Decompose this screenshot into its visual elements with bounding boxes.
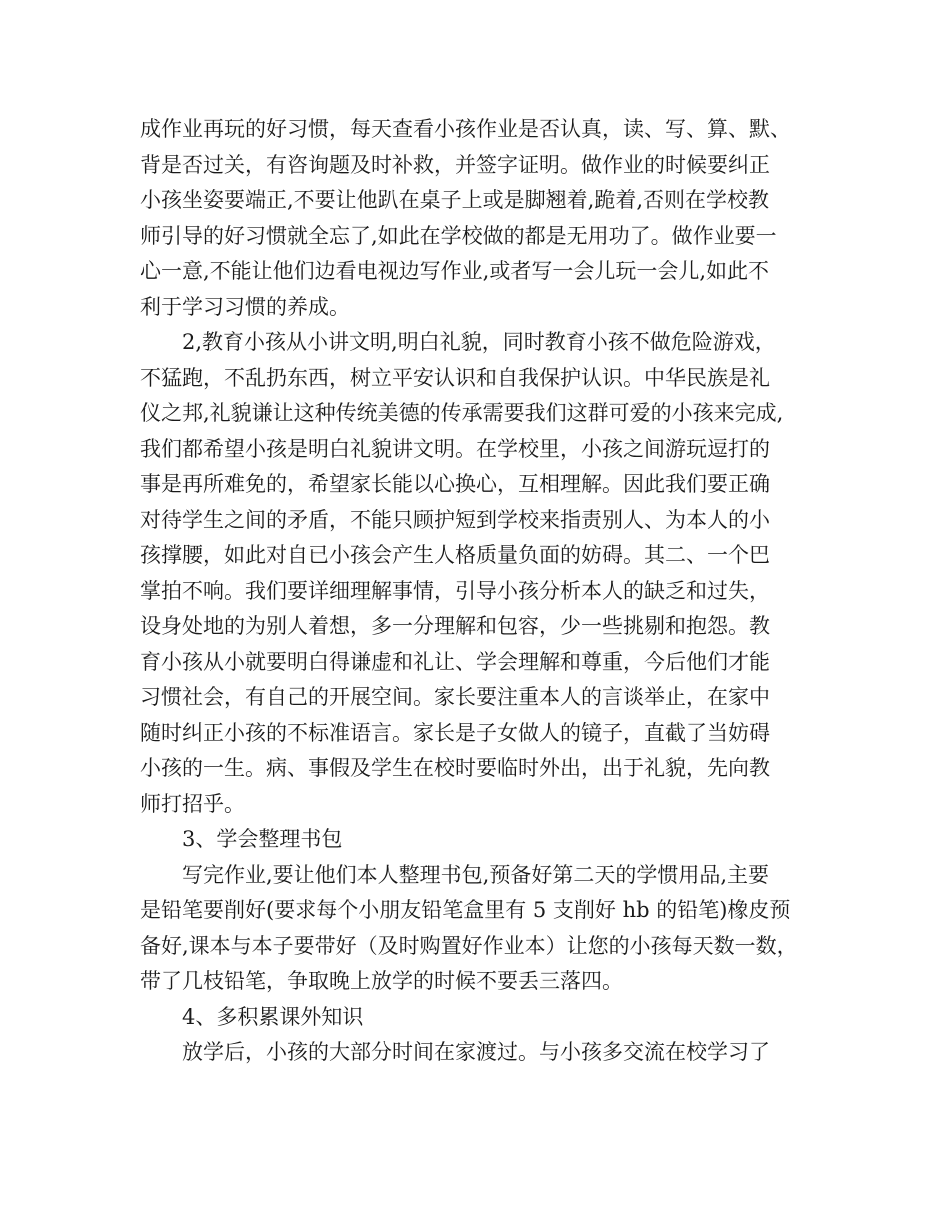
text-line: 3、学会整理书包 <box>182 827 343 851</box>
text-line: 育小孩从小就要明白得谦虚和礼让、学会理解和尊重，今后他们才能 <box>140 649 770 674</box>
text-line: 成作业再玩的好习惯，每天查看小孩作业是否认真，读、写、算、默、 <box>140 117 791 141</box>
text-line: 师打招乎。 <box>140 791 245 816</box>
text-line: 利于学习习惯的养成。 <box>140 294 350 319</box>
text-line: 掌拍不响。我们要详细理解事情，引导小孩分析本人的缺乏和过失， <box>140 578 770 603</box>
text-line: 放学后，小孩的大部分时间在家渡过。与小孩多交流在校学习了 <box>182 1040 770 1064</box>
text-line: 心一意,不能让他们边看电视边写作业,或者写一会儿玩一会儿,如此不 <box>140 259 770 283</box>
text-line: 小孩坐姿要端正,不要让他趴在桌子上或是脚翘着,跪着,否则在学校教 <box>140 188 770 212</box>
text-line: 事是再所难免的，希望家长能以心换心，互相理解。因此我们要正确 <box>140 472 770 496</box>
text-line: 对待学生之间的矛盾，不能只顾护短到学校来指责别人、为本人的小 <box>140 507 770 532</box>
text-line: 我们都希望小孩是明白礼貌讲文明。在学校里，小孩之间游玩逗打的 <box>140 436 770 461</box>
text-line: 孩撑腰，如此对自已小孩会产生人格质量负面的妨碍。其二、一个巴 <box>140 543 770 567</box>
text-line: 背是否过关，有咨询题及时补救，并签字证明。做作业的时候要纠正 <box>140 152 770 177</box>
text-line: 4、多积累课外知识 <box>182 1004 364 1029</box>
text-line: 习惯社会，有自己的开展空间。家长要注重本人的言谈举止，在家中 <box>140 685 770 709</box>
text-line: 备好,课本与本子要带好（及时购置好作业本）让您的小孩每天数一数， <box>140 933 798 958</box>
document-body <box>140 112 830 1071</box>
text-line: 是铅笔要削好(要求每个小朋友铅笔盒里有 5 支削好 hb 的铅笔)橡皮预 <box>140 898 791 922</box>
text-line: 设身处地的为别人着想，多一分理解和包容，少一些挑剔和抱怨。教 <box>140 614 770 638</box>
text-line: 师引导的好习惯就全忘了,如此在学校做的都是无用功了。做作业要一 <box>140 223 777 248</box>
text-line: 小孩的一生。病、事假及学生在校时要临时外出，出于礼貌，先向教 <box>140 756 770 780</box>
text-line: 仪之邦,礼貌谦让这种传统美德的传承需要我们这群可爱的小孩来完成, <box>140 401 784 425</box>
text-line: 带了几枝铅笔，争取晚上放学的时候不要丢三落四。 <box>140 969 623 993</box>
text-line: 写完作业,要让他们本人整理书包,预备好第二天的学惯用品,主要 <box>182 862 770 887</box>
text-line: 不猛跑，不乱扔东西，树立平安认识和自我保护认识。中华民族是礼 <box>140 365 770 390</box>
text-line: 2,教育小孩从小讲文明,明白礼貌，同时教育小孩不做危险游戏， <box>182 330 776 354</box>
text-line: 随时纠正小孩的不标准语言。家长是子女做人的镜子，直截了当妨碍 <box>140 720 770 745</box>
